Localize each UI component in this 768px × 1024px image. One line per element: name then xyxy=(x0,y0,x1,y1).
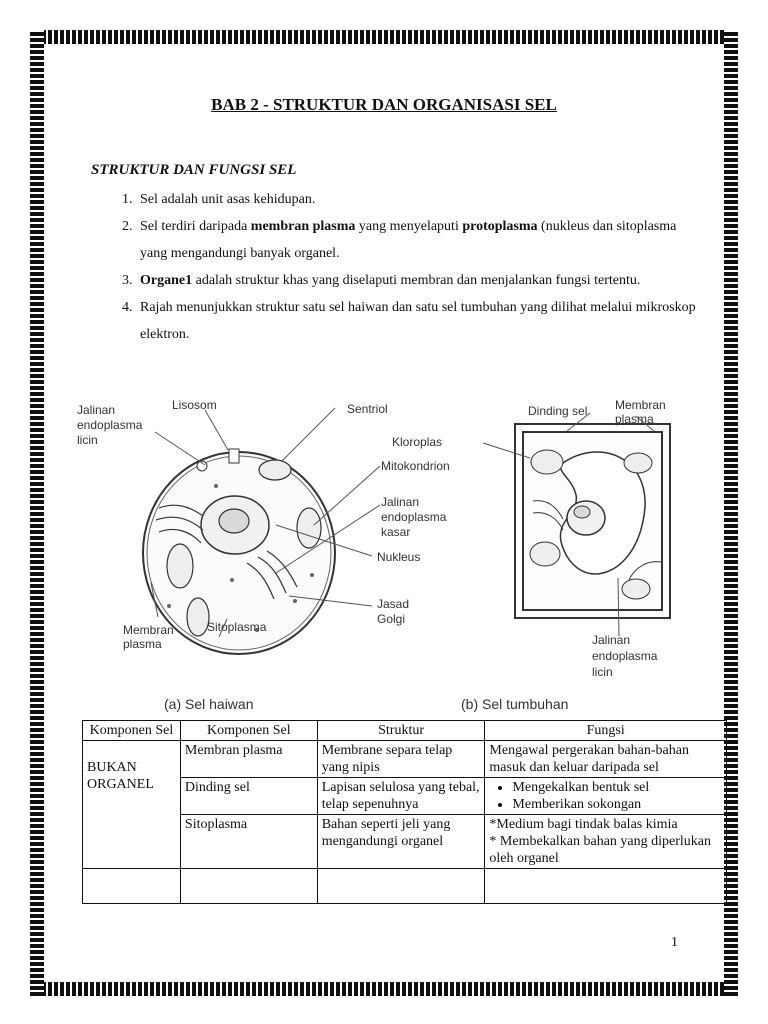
bold-text: Organe1 xyxy=(140,273,193,288)
text-segment: yang menyelaputi xyxy=(355,219,463,234)
label-animal-membran-2: plasma xyxy=(123,637,162,651)
table-row xyxy=(83,741,727,778)
component-function xyxy=(485,815,727,869)
numbered-point xyxy=(136,213,696,267)
label-animal-jalinan-licin-1: Jalinan xyxy=(77,403,116,417)
label-jalinan-kasar-1: Jalinan xyxy=(381,495,420,509)
page-title: BAB 2 - STRUKTUR DAN ORGANISASI SEL xyxy=(211,95,557,114)
function-bullet: • Mengekalkan bentuk sel xyxy=(512,779,722,796)
component-name: Sitoplasma xyxy=(180,815,317,869)
label-plant-jalinan-licin-1: Jalinan xyxy=(592,633,631,647)
decorative-border-left xyxy=(30,30,44,996)
label-animal-membran-1: Membran xyxy=(123,623,174,637)
empty-cell xyxy=(83,869,181,904)
label-sentriol: Sentriol xyxy=(347,402,388,416)
label-plant-jalinan-licin-2: endoplasma xyxy=(592,649,658,663)
numbered-point xyxy=(136,294,696,348)
empty-cell xyxy=(317,869,485,904)
decorative-border-bottom xyxy=(30,982,738,996)
header-function: Fungsi xyxy=(485,721,727,741)
header-structure: Struktur xyxy=(317,721,485,741)
component-structure: Membrane separa telap yang nipis xyxy=(317,741,485,778)
header-component-type: Komponen Sel xyxy=(83,721,181,741)
label-jasad-golgi-2: Golgi xyxy=(377,612,406,626)
group-bukan-organel: BUKAN ORGANEL xyxy=(83,741,181,869)
component-function xyxy=(485,778,727,815)
label-kloroplas: Kloroplas xyxy=(392,435,443,449)
text-segment: Sel adalah unit asas kehidupan. xyxy=(140,192,316,207)
label-plant-membran-1: Membran xyxy=(615,398,666,412)
label-dinding-sel: Dinding sel xyxy=(528,404,588,418)
page-number: 1 xyxy=(671,935,678,950)
label-plant-membran-2: plasma xyxy=(615,412,654,426)
numbered-point xyxy=(136,186,696,213)
function-bullet-list xyxy=(489,779,722,813)
function-line: * Membekalkan bahan yang diperlukan oleh organel xyxy=(489,834,712,866)
text-segment: (nukleus dan sitoplasma yang mengandungi banyak organel. xyxy=(140,219,677,261)
bold-text: protoplasma xyxy=(462,219,538,234)
label-animal-jalinan-licin-3: licin xyxy=(77,433,98,447)
component-structure: Lapisan selulosa yang tebal, telap sepenuhnya xyxy=(317,778,485,815)
label-lisosom: Lisosom xyxy=(172,398,217,412)
component-name: Membran plasma xyxy=(180,741,317,778)
text-segment: adalah struktur khas yang diselaputi membran dan menjalankan fungsi tertentu. xyxy=(192,273,641,288)
label-animal-jalinan-licin-2: endoplasma xyxy=(77,418,143,432)
label-jalinan-kasar-3: kasar xyxy=(381,525,411,539)
text-segment: Sel terdiri daripada xyxy=(140,219,251,234)
function-line: *Medium bagi tindak balas kimia xyxy=(489,817,678,832)
cell-diagram xyxy=(77,382,697,722)
label-mitokondrion: Mitokondrion xyxy=(381,459,450,473)
component-name: Dinding sel xyxy=(180,778,317,815)
bold-text: membran plasma xyxy=(250,219,356,234)
header-component: Komponen Sel xyxy=(180,721,317,741)
empty-cell xyxy=(485,869,727,904)
label-nukleus: Nukleus xyxy=(377,550,421,564)
label-jasad-golgi-1: Jasad xyxy=(377,597,410,611)
table-row-empty xyxy=(83,869,727,904)
numbered-point xyxy=(136,267,696,294)
function-bullet: • Memberikan sokongan xyxy=(512,796,722,813)
cell-component-table xyxy=(82,720,727,904)
empty-cell xyxy=(180,869,317,904)
table-header-row xyxy=(83,721,727,741)
component-function: Mengawal pergerakan bahan-bahan masuk dan keluar daripada sel xyxy=(485,741,727,778)
component-structure: Bahan seperti jeli yang mengandungi organel xyxy=(317,815,485,869)
text-segment: Rajah menunjukkan struktur satu sel haiwan dan satu sel tumbuhan yang dilihat melalui mikroskop elektron. xyxy=(140,300,696,342)
plant-cell-caption: (b) Sel tumbuhan xyxy=(461,696,569,712)
animal-cell-caption: (a) Sel haiwan xyxy=(164,696,254,712)
numbered-points xyxy=(111,186,696,348)
plant-cell xyxy=(515,424,670,618)
decorative-border-top xyxy=(30,30,738,44)
label-sitoplasma: Sitoplasma xyxy=(207,620,267,634)
label-plant-jalinan-licin-3: licin xyxy=(592,665,613,679)
label-jalinan-kasar-2: endoplasma xyxy=(381,510,447,524)
section-title: STRUKTUR DAN FUNGSI SEL xyxy=(91,162,297,178)
